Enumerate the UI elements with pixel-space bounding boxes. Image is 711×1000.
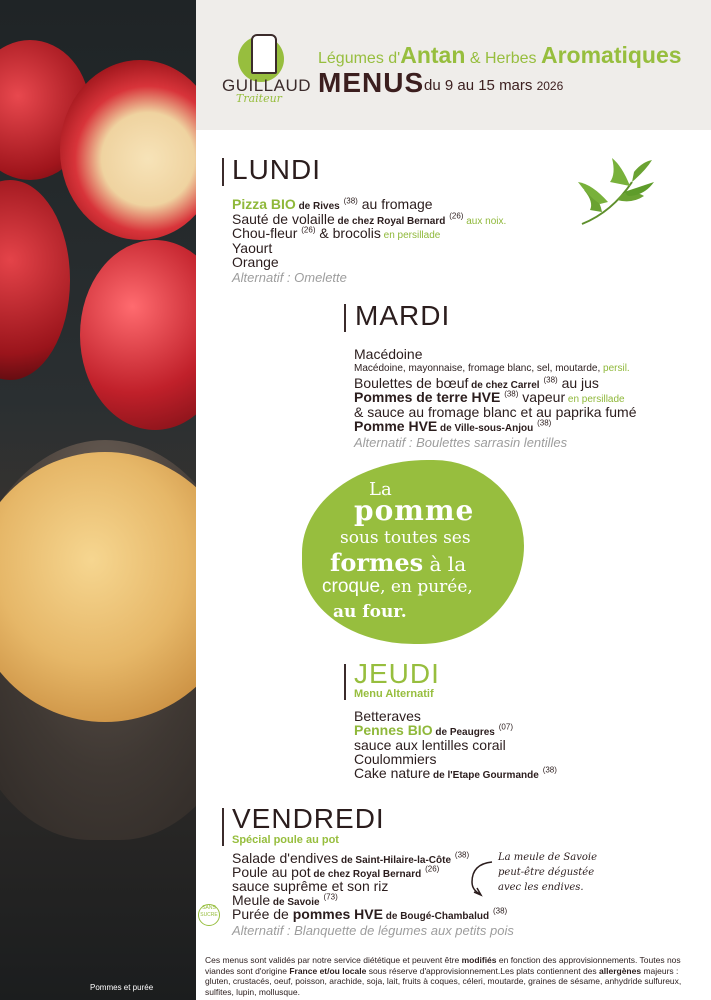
vendredi-rule (222, 808, 224, 846)
dept: (38) (343, 196, 358, 206)
theme-title (318, 42, 682, 69)
note-line: avec les endives. (498, 882, 584, 893)
origin: de Saint-Hilaire-la-Côte (338, 855, 452, 866)
dept: (26) (425, 864, 440, 874)
dept: (26) (301, 225, 316, 235)
dept: (38) (543, 375, 558, 385)
ingredient-green: persil. (600, 363, 630, 374)
footer-text: majeurs : gluten, crustacés, oeuf, poisson, arachide, soja, lait, fruits à coques, céleri, moutarde, graines de sésame, anhydride sulfureux, sulfites, lupin, mollusque. (205, 965, 682, 997)
dish-name: Pennes BIO (354, 722, 433, 738)
vendredi-dish-3: sauce suprême et son riz (232, 878, 389, 894)
vendredi-subtitle: Spécial poule au pot (232, 834, 339, 846)
lundi-alternative: Alternatif : Omelette (232, 270, 347, 285)
note-line: La meule de Savoie (498, 852, 598, 863)
theme-part: Légumes d' (318, 50, 401, 67)
mardi-dish-1-detail (354, 363, 630, 374)
jeudi-rule (344, 664, 346, 700)
dept: (26) (449, 211, 464, 221)
dept: (73) (323, 892, 338, 902)
mardi-alternative: Alternatif : Boulettes sarrasin lentilles (354, 435, 568, 450)
dept: (38) (492, 906, 508, 916)
theme-part: & Herbes (465, 50, 541, 67)
footer-bold: modifiés (461, 955, 497, 965)
lundi-dish-4: Yaourt (232, 240, 273, 256)
menus-title: MENUS (318, 67, 425, 98)
lundi-title: LUNDI (232, 154, 322, 185)
origin: de chez Royal Bernard (310, 869, 422, 880)
jeudi-subtitle: Menu Alternatif (354, 688, 434, 700)
jeudi-dish-2 (354, 722, 513, 738)
footer-bold: allergènes (599, 965, 642, 976)
photo-caption: Pommes et purée (90, 983, 154, 992)
blob-text-line5 (322, 576, 473, 598)
dept: (07) (498, 722, 513, 732)
jeudi-title: JEUDI (354, 658, 440, 689)
vendredi-alternative: Alternatif : Blanquette de légumes aux petits pois (232, 923, 514, 938)
dish-name: pommes HVE (292, 906, 383, 922)
footer-bold: France et/ou locale (289, 965, 367, 976)
dish-name: Poule au pot (232, 864, 311, 880)
dish-name: Sauté de volaille (232, 211, 335, 227)
parsley-icon (572, 152, 656, 232)
dish-text: Purée de (232, 906, 293, 922)
brand-subtitle: Traiteur (236, 92, 282, 105)
blob-word: , en purée, (380, 577, 473, 597)
footer-text: Ces menus sont validés par notre service diététique et peuvent être (205, 955, 462, 965)
blob-word-formes: formes (330, 548, 424, 577)
mardi-title: MARDI (355, 300, 451, 331)
blob-word-croque: croque (322, 576, 381, 597)
ingredients: Macédoine, mayonnaise, fromage blanc, sel, moutarde, (354, 363, 601, 374)
blob-text-line6: au four. (333, 602, 407, 622)
dish-text: au jus (557, 375, 599, 391)
dish-note: aux noix. (463, 216, 507, 227)
dept: (38) (542, 765, 557, 775)
dept: (38) (504, 389, 519, 399)
origin: de Peaugres (432, 727, 495, 738)
mardi-dish-1: Macédoine (354, 346, 423, 362)
allergen-disclaimer (205, 955, 703, 997)
jeudi-dish-5 (354, 765, 557, 781)
lundi-dish-1 (232, 196, 433, 212)
jeudi-dish-1: Betteraves (354, 708, 421, 724)
lundi-dish-5: Orange (232, 254, 279, 270)
blob-text-line4 (330, 548, 466, 577)
mardi-dish-5 (354, 418, 551, 434)
apple-puree-photo (0, 0, 196, 1000)
blob-word: à la (423, 552, 467, 576)
dish-name: Pommes de terre HVE (354, 389, 501, 405)
vendredi-title: VENDREDI (232, 803, 385, 834)
origin: de Bougé-Chambalud (382, 911, 490, 922)
menu-dates (424, 77, 563, 94)
sans-sucre-stamp: SANS SUCRE (198, 904, 220, 926)
dish-name: Boulettes de bœuf (354, 375, 469, 391)
dept: (38) (454, 850, 470, 860)
dish-name: Chou-fleur (232, 225, 298, 241)
jeudi-dish-4: Coulommiers (354, 751, 437, 767)
lundi-rule (222, 158, 224, 186)
mardi-dish-3 (354, 389, 625, 405)
apple-image (80, 240, 196, 430)
dish-text: & brocolis (315, 225, 381, 241)
dept: (38) (537, 418, 552, 428)
date-range: du 9 au 15 mars (424, 77, 533, 94)
mardi-dish-4: & sauce au fromage blanc et au paprika fumé (354, 404, 637, 420)
origin: de Rives (295, 201, 340, 212)
dish-note: en persillade (380, 230, 441, 241)
mardi-rule (344, 304, 346, 332)
savoie-note (498, 850, 597, 895)
footer-text: sous réserve d'approvisionnement.Les plats contiennent des (366, 965, 600, 976)
dish-text: vapeur (518, 389, 566, 405)
blob-text-la: La (369, 479, 392, 500)
theme-part: Antan (400, 42, 466, 68)
lundi-dish-3 (232, 225, 440, 241)
footer-text: en fonction des approvisionnements. Toutes nos viandes sont d'origine (205, 955, 681, 976)
dish-name: Salade d'endives (232, 850, 339, 866)
dish-name: Pomme HVE (354, 418, 438, 434)
dish-note: en persillade (565, 394, 625, 405)
origin: de chez Royal Bernard (334, 216, 446, 227)
apple-image (0, 180, 70, 380)
year: 2026 (536, 79, 564, 93)
blob-text-line3: sous toutes ses (340, 528, 471, 548)
dish-name: Meule (232, 892, 271, 908)
vendredi-dish-5 (232, 906, 507, 922)
origin: de l'Etape Gourmande (430, 770, 539, 781)
origin: de Savoie (270, 897, 320, 908)
origin: de Ville-sous-Anjou (437, 423, 534, 434)
blob-text-pomme: pomme (354, 494, 475, 527)
dish-text: au fromage (357, 196, 433, 212)
jeudi-dish-3: sauce aux lentilles corail (354, 737, 506, 753)
dish-name: Pizza BIO (232, 196, 296, 212)
note-line: peut-être dégustée (498, 867, 595, 878)
curved-arrow-icon (462, 858, 496, 900)
origin: de chez Carrel (468, 380, 540, 391)
chef-hat-icon (251, 34, 277, 74)
dish-name: Cake nature (354, 765, 431, 781)
theme-part: Aromatiques (540, 42, 682, 68)
puree-image (0, 452, 196, 722)
brand-name: GUILLAUD (222, 76, 312, 95)
